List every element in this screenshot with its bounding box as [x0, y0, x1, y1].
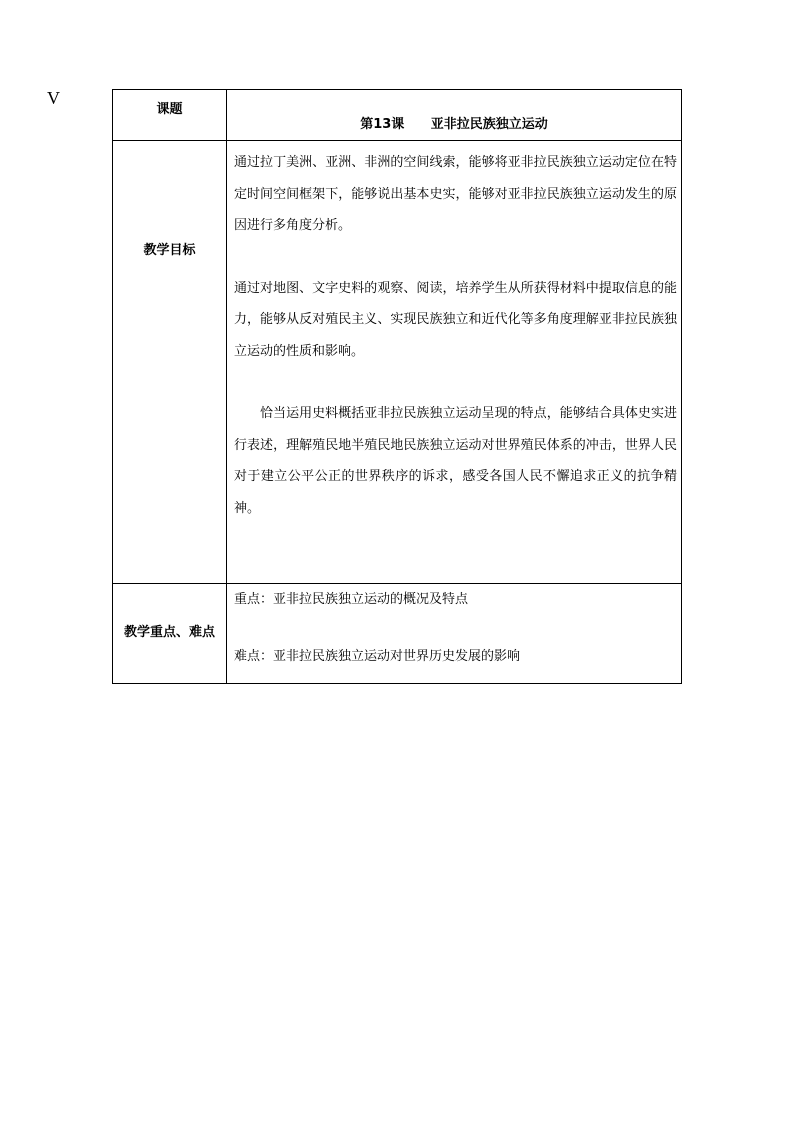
- goals-label: 教学目标: [143, 243, 196, 258]
- title-value-cell: [227, 90, 682, 141]
- corner-mark: V: [47, 88, 60, 108]
- keys-content-cell: [227, 584, 682, 684]
- lesson-plan-table: [112, 89, 682, 684]
- lesson-title: 第13课 亚非拉民族独立运动: [360, 117, 548, 132]
- title-row: [113, 90, 682, 141]
- goal-paragraph-2: 通过对地图、文字史料的观察、阅读，培养学生从所获得材料中提取信息的能力，能够从反对殖民主义、实现民族独立和近代化等多角度理解亚非拉民族独立运动的性质和影响。: [234, 280, 677, 359]
- keys-label: 教学重点、难点: [123, 625, 215, 640]
- title-label-cell: [113, 90, 227, 141]
- goal-paragraph-3: 恰当运用史料概括亚非拉民族独立运动呈现的特点，能够结合具体史实进行表述，理解殖民地半殖民地民族独立运动对世界殖民体系的冲击，世界人民对于建立公平公正的世界秩序的诉求，感受各国人民不懈追求正义的抗争精神。: [234, 406, 677, 516]
- goals-row: [113, 141, 682, 584]
- goals-label-cell: [113, 141, 227, 584]
- keys-row: [113, 584, 682, 684]
- goal-paragraph-1: 通过拉丁美洲、亚洲、非洲的空间线索，能够将亚非拉民族独立运动定位在特定时间空间框架下，能够说出基本史实，能够对亚非拉民族独立运动发生的原因进行多角度分析。: [234, 155, 677, 233]
- keys-label-cell: [113, 584, 227, 684]
- difficult-point: 难点：亚非拉民族独立运动对世界历史发展的影响: [234, 649, 521, 664]
- key-point: 重点：亚非拉民族独立运动的概况及特点: [234, 592, 469, 607]
- title-label: 课题: [156, 102, 183, 117]
- goals-content-cell: [227, 141, 682, 584]
